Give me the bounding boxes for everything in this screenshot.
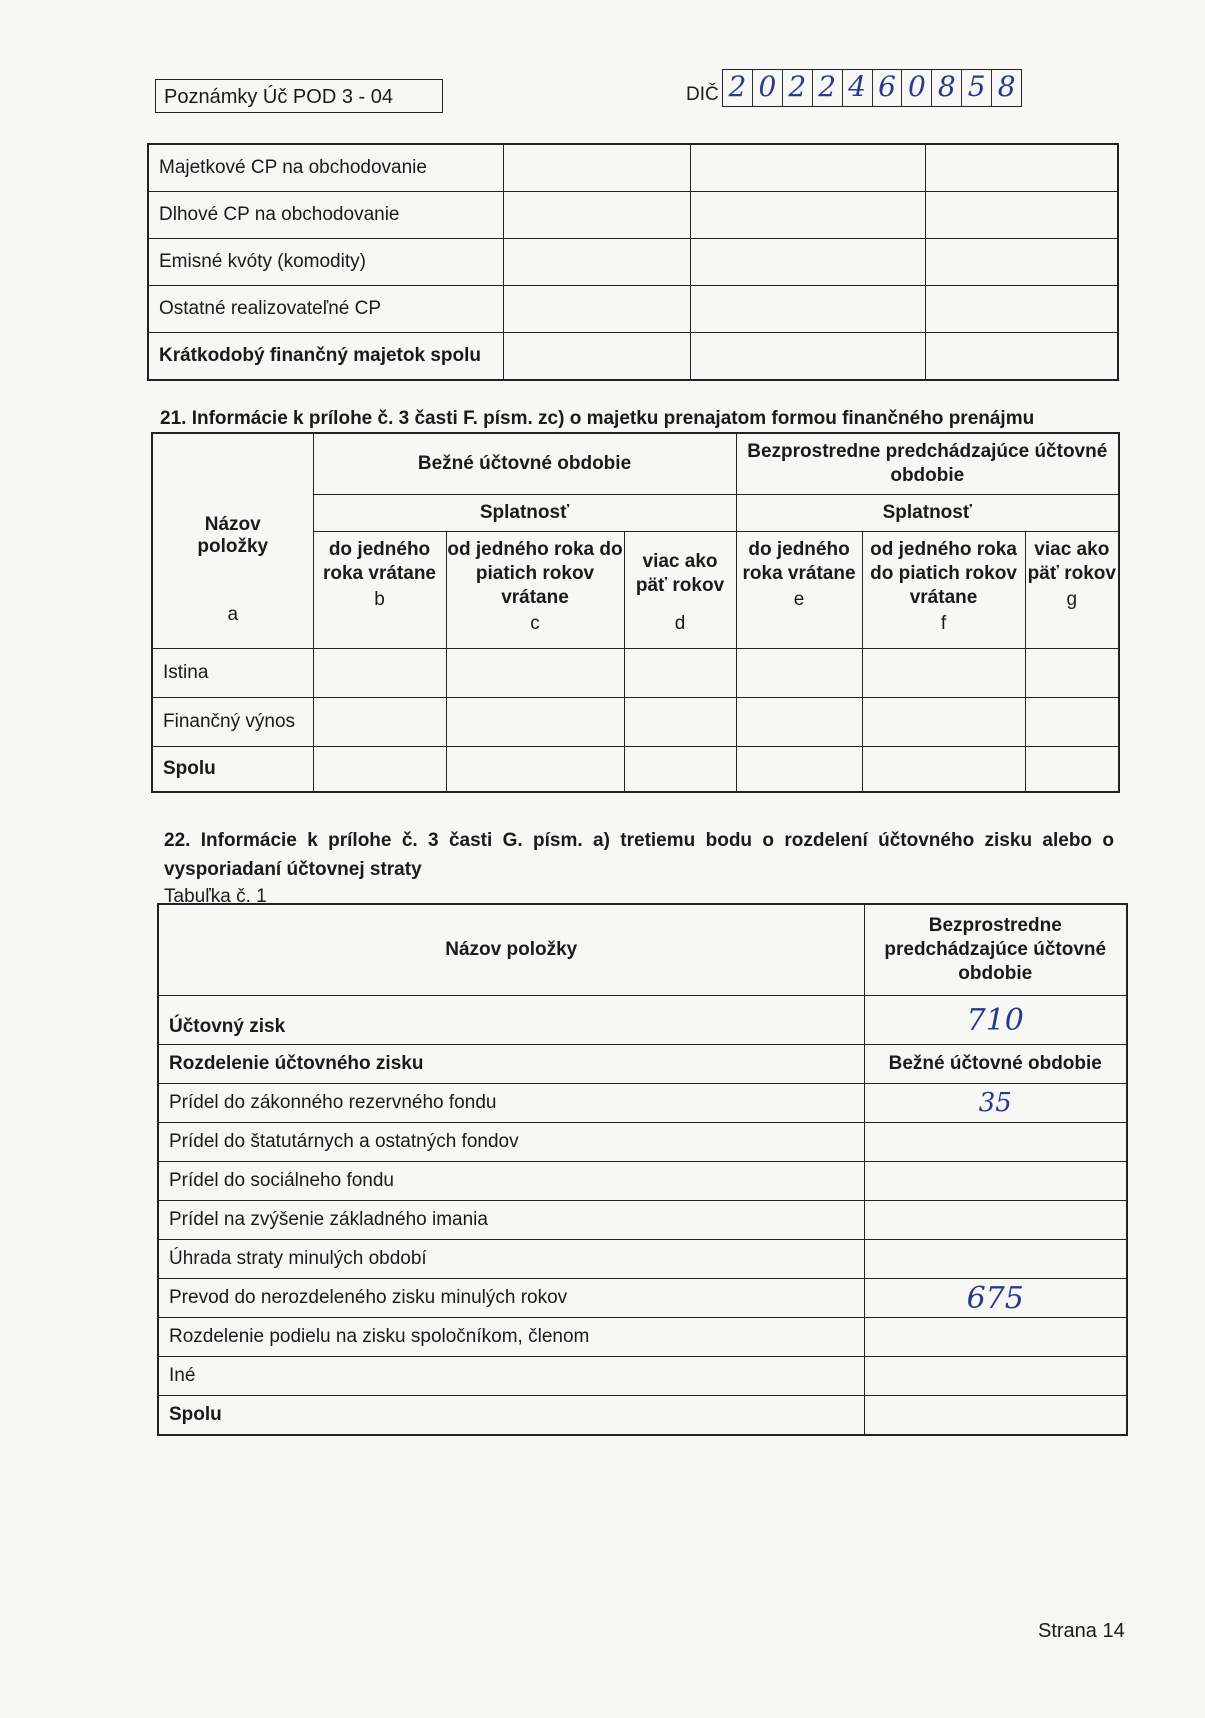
value-cell[interactable] xyxy=(624,698,736,747)
col-header-label: viac ako päť rokov xyxy=(1027,539,1116,584)
table-row xyxy=(158,1201,1127,1240)
row-label: Rozdelenie účtovného zisku xyxy=(158,1045,864,1084)
col-header-label: viac ako päť rokov xyxy=(635,551,725,596)
table-row xyxy=(158,1045,1127,1084)
maturity-header: Splatnosť xyxy=(313,495,736,532)
page-number: Strana 14 xyxy=(1038,1620,1125,1642)
value-cell[interactable] xyxy=(862,649,1025,698)
value-cell[interactable] xyxy=(864,1357,1127,1396)
value-cell[interactable] xyxy=(925,286,1118,333)
dic-label: DIČ xyxy=(686,84,719,105)
value-cell[interactable] xyxy=(690,192,925,239)
dic-digit: 0 xyxy=(753,70,783,106)
value-cell[interactable] xyxy=(925,144,1118,192)
value-cell[interactable]: 35 xyxy=(864,1084,1127,1123)
profit-value[interactable]: 710 xyxy=(864,996,1127,1045)
value-cell[interactable] xyxy=(864,1396,1127,1436)
col-header xyxy=(624,532,736,649)
value-cell[interactable] xyxy=(1025,649,1119,698)
dic-digit: 4 xyxy=(843,70,873,106)
col-letter: a xyxy=(227,604,239,625)
row-label: Prídel do sociálneho fondu xyxy=(158,1162,864,1201)
col-header-current: Bežné účtovné obdobie xyxy=(864,1045,1127,1084)
value-cell[interactable] xyxy=(690,144,925,192)
row-label: Ostatné realizovateľné CP xyxy=(148,286,503,333)
row-label: Prídel do zákonného rezervného fondu xyxy=(158,1084,864,1123)
value-cell[interactable] xyxy=(925,239,1118,286)
value-cell[interactable] xyxy=(690,239,925,286)
value-cell[interactable] xyxy=(862,747,1025,793)
row-label-total: Spolu xyxy=(152,747,313,793)
row-label: Finančný výnos xyxy=(152,698,313,747)
dic-digit: 2 xyxy=(813,70,843,106)
value-cell[interactable] xyxy=(503,286,690,333)
col-header-name: Názov položky xyxy=(158,904,864,996)
col-letter: b xyxy=(374,589,385,610)
row-label-total: Krátkodobý finančný majetok spolu xyxy=(148,333,503,381)
value-cell[interactable] xyxy=(736,649,862,698)
section-21-title: 21. Informácie k prílohe č. 3 časti F. písm. zc) o majetku prenajatom formou finančného prenájmu xyxy=(160,408,1035,429)
value-cell[interactable] xyxy=(503,239,690,286)
table-row xyxy=(158,1162,1127,1201)
row-label: Emisné kvóty (komodity) xyxy=(148,239,503,286)
row-label: Prídel do štatutárnych a ostatných fondov xyxy=(158,1123,864,1162)
value-cell[interactable] xyxy=(313,649,446,698)
table-row xyxy=(152,649,1119,698)
col-letter: g xyxy=(1066,589,1078,610)
value-cell[interactable] xyxy=(864,1201,1127,1240)
value-cell[interactable] xyxy=(864,1162,1127,1201)
col-header-label: od jedného roka do piatich rokov vrátane xyxy=(870,539,1017,608)
table-row xyxy=(158,1396,1127,1436)
table-row xyxy=(158,1357,1127,1396)
maturity-header: Splatnosť xyxy=(736,495,1119,532)
value-cell[interactable] xyxy=(313,698,446,747)
value-cell[interactable] xyxy=(446,649,624,698)
col-header-name xyxy=(152,433,313,649)
value-cell[interactable] xyxy=(690,333,925,381)
row-label: Prevod do nerozdeleného zisku minulých rokov xyxy=(158,1279,864,1318)
table-row xyxy=(152,698,1119,747)
dic-digit: 5 xyxy=(962,70,992,106)
profit-distribution-table xyxy=(157,903,1128,1436)
col-header xyxy=(313,532,446,649)
value-cell[interactable] xyxy=(1025,698,1119,747)
value-cell[interactable] xyxy=(862,698,1025,747)
dic-digit: 2 xyxy=(783,70,813,106)
value-cell[interactable] xyxy=(925,192,1118,239)
row-label: Iné xyxy=(158,1357,864,1396)
value-cell[interactable] xyxy=(1025,747,1119,793)
table-row xyxy=(148,333,1118,381)
row-label: Rozdelenie podielu na zisku spoločníkom, členom xyxy=(158,1318,864,1357)
value-cell[interactable] xyxy=(446,747,624,793)
col-letter: c xyxy=(530,613,540,634)
col-name-label: Názov položky xyxy=(197,514,269,557)
dic-digit: 2 xyxy=(723,70,753,106)
table-row xyxy=(158,1318,1127,1357)
dic-digit: 0 xyxy=(902,70,932,106)
col-letter: e xyxy=(793,589,805,610)
value-cell[interactable] xyxy=(446,698,624,747)
table-row xyxy=(148,144,1118,192)
dic-digit: 8 xyxy=(997,70,1016,103)
row-label: Istina xyxy=(152,649,313,698)
value-cell[interactable] xyxy=(624,649,736,698)
col-header xyxy=(1025,532,1119,649)
form-id-box: Poznámky Úč POD 3 - 04 xyxy=(155,79,443,113)
short-term-financial-assets-table xyxy=(147,143,1119,381)
col-header-label: od jedného roka do piatich rokov vrátane xyxy=(447,539,623,608)
current-period-header: Bežné účtovné obdobie xyxy=(313,433,736,495)
section-22-title: 22. Informácie k prílohe č. 3 časti G. písm. a) tretiemu bodu o rozdelení účtovného zisku alebo o vysporiadaní účtovnej straty xyxy=(164,830,1114,880)
table-row xyxy=(158,1123,1127,1162)
table-row xyxy=(158,1084,1127,1123)
value-cell[interactable] xyxy=(313,747,446,793)
value-cell[interactable] xyxy=(925,333,1118,381)
dic-digit: 8 xyxy=(932,70,962,106)
table-label: Tabuľka č. 1 xyxy=(164,886,267,907)
table-row xyxy=(158,1279,1127,1318)
row-label: Majetkové CP na obchodovanie xyxy=(148,144,503,192)
value-cell[interactable] xyxy=(864,1318,1127,1357)
value-cell[interactable] xyxy=(736,747,862,793)
dic-field xyxy=(722,69,1022,107)
row-label-total: Spolu xyxy=(158,1396,864,1436)
row-label: Prídel na zvýšenie základného imania xyxy=(158,1201,864,1240)
value-cell[interactable] xyxy=(864,1123,1127,1162)
table-row xyxy=(148,192,1118,239)
value-cell[interactable] xyxy=(624,747,736,793)
value-cell[interactable] xyxy=(736,698,862,747)
col-header-label: do jedného roka vrátane xyxy=(322,539,436,584)
table-row xyxy=(152,747,1119,793)
value-cell[interactable] xyxy=(503,144,690,192)
value-cell[interactable] xyxy=(690,286,925,333)
value-cell[interactable] xyxy=(503,333,690,381)
finance-lease-table xyxy=(151,432,1120,793)
col-letter: f xyxy=(940,613,947,634)
col-letter: d xyxy=(674,613,686,634)
table-row xyxy=(158,1240,1127,1279)
table-row xyxy=(148,239,1118,286)
table-row xyxy=(158,996,1127,1045)
row-label: Úhrada straty minulých období xyxy=(158,1240,864,1279)
value-cell[interactable] xyxy=(503,192,690,239)
value-cell[interactable]: 675 xyxy=(864,1279,1127,1318)
row-label: Dlhové CP na obchodovanie xyxy=(148,192,503,239)
dic-digit: 6 xyxy=(873,70,903,106)
row-label: Účtovný zisk xyxy=(158,996,864,1045)
col-header xyxy=(736,532,862,649)
col-header-label: do jedného roka vrátane xyxy=(742,539,856,584)
value-cell[interactable] xyxy=(864,1240,1127,1279)
table-row xyxy=(148,286,1118,333)
previous-period-header: Bezprostredne predchádzajúce účtovné obdobie xyxy=(736,433,1119,495)
col-header xyxy=(446,532,624,649)
col-header-prev: Bezprostredne predchádzajúce účtovné obdobie xyxy=(864,904,1127,996)
col-header xyxy=(862,532,1025,649)
